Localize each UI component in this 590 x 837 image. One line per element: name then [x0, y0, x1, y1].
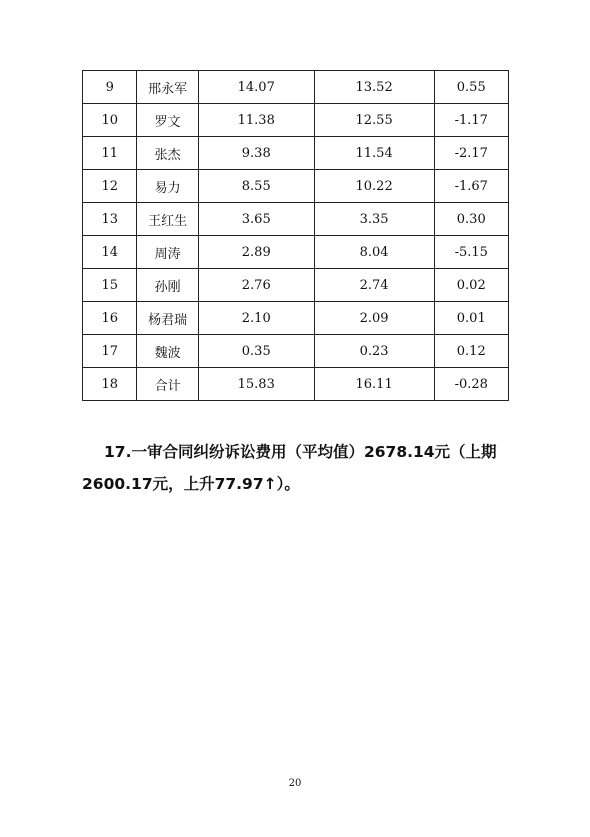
row-value-current-cell: 8.55 [198, 170, 314, 203]
row-name-cell: 罗文 [137, 104, 198, 137]
row-value-previous-cell: 2.74 [314, 269, 434, 302]
row-difference-cell: 0.30 [434, 203, 508, 236]
row-value-previous-cell: 16.11 [314, 368, 434, 401]
row-value-previous-cell: 8.04 [314, 236, 434, 269]
paragraph-line-2: 2600.17元，上升77.97↑）。 [82, 475, 300, 493]
row-index-cell: 9 [83, 71, 137, 104]
row-value-previous-cell: 11.54 [314, 137, 434, 170]
row-difference-cell: -0.28 [434, 368, 508, 401]
row-name-cell: 易力 [137, 170, 198, 203]
table-row [83, 302, 509, 335]
row-value-current-cell: 11.38 [198, 104, 314, 137]
table-row [83, 104, 509, 137]
row-difference-cell: -1.67 [434, 170, 508, 203]
row-difference-cell: -2.17 [434, 137, 508, 170]
row-difference-cell: 0.02 [434, 269, 508, 302]
row-value-current-cell: 3.65 [198, 203, 314, 236]
paragraph-line-1: 17.一审合同纠纷诉讼费用（平均值）2678.14元（上期 [104, 443, 497, 461]
row-value-previous-cell: 10.22 [314, 170, 434, 203]
row-value-previous-cell: 3.35 [314, 203, 434, 236]
row-name-cell: 合计 [137, 368, 198, 401]
row-index-cell: 18 [83, 368, 137, 401]
row-name-cell: 周涛 [137, 236, 198, 269]
row-value-current-cell: 14.07 [198, 71, 314, 104]
row-value-current-cell: 2.10 [198, 302, 314, 335]
row-difference-cell: -1.17 [434, 104, 508, 137]
row-name-cell: 魏波 [137, 335, 198, 368]
row-index-cell: 13 [83, 203, 137, 236]
row-value-current-cell: 0.35 [198, 335, 314, 368]
row-value-current-cell: 15.83 [198, 368, 314, 401]
row-value-current-cell: 2.89 [198, 236, 314, 269]
row-difference-cell: -5.15 [434, 236, 508, 269]
row-difference-cell: 0.55 [434, 71, 508, 104]
row-index-cell: 10 [83, 104, 137, 137]
row-name-cell: 邢永军 [137, 71, 198, 104]
row-index-cell: 17 [83, 335, 137, 368]
row-value-previous-cell: 0.23 [314, 335, 434, 368]
table-row [83, 170, 509, 203]
row-name-cell: 孙刚 [137, 269, 198, 302]
row-index-cell: 16 [83, 302, 137, 335]
row-index-cell: 15 [83, 269, 137, 302]
page-number: 20 [288, 778, 302, 789]
row-name-cell: 张杰 [137, 137, 198, 170]
row-index-cell: 11 [83, 137, 137, 170]
table-row [83, 71, 509, 104]
table-row [83, 335, 509, 368]
section-paragraph [82, 436, 512, 500]
row-difference-cell: 0.12 [434, 335, 508, 368]
row-difference-cell: 0.01 [434, 302, 508, 335]
row-value-previous-cell: 12.55 [314, 104, 434, 137]
row-value-current-cell: 2.76 [198, 269, 314, 302]
table-body [83, 71, 509, 401]
row-value-previous-cell: 13.52 [314, 71, 434, 104]
row-index-cell: 14 [83, 236, 137, 269]
data-table [82, 70, 509, 401]
row-value-previous-cell: 2.09 [314, 302, 434, 335]
table-row [83, 203, 509, 236]
table-row [83, 368, 509, 401]
row-name-cell: 杨君瑞 [137, 302, 198, 335]
table-row [83, 236, 509, 269]
table-row [83, 137, 509, 170]
row-value-current-cell: 9.38 [198, 137, 314, 170]
table-row [83, 269, 509, 302]
row-index-cell: 12 [83, 170, 137, 203]
row-name-cell: 王红生 [137, 203, 198, 236]
